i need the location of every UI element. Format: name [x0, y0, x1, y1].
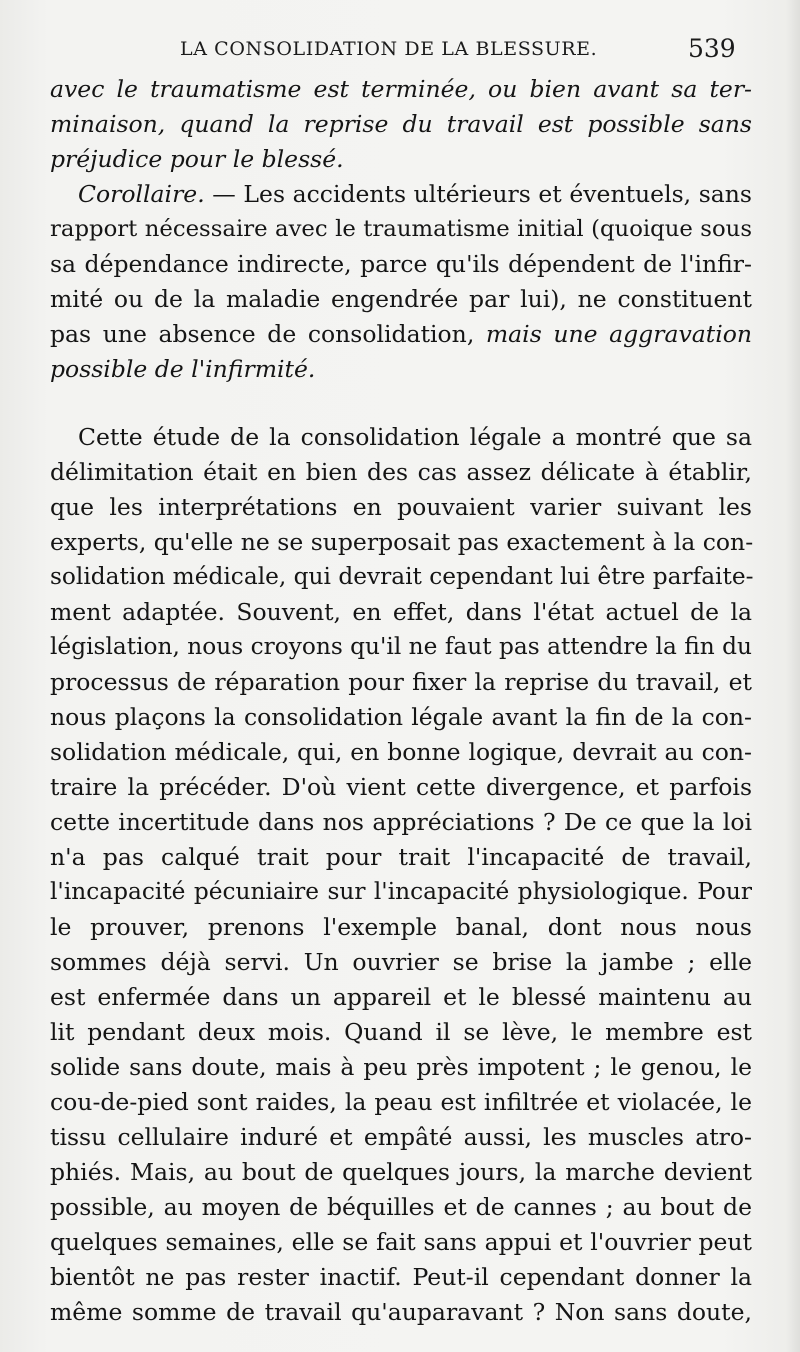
- text-line: bientôt ne pas rester inactif. Peut-il cependant donner la: [50, 1263, 752, 1291]
- text-line: solidation médicale, qui, en bonne logique, devrait au con-: [50, 738, 752, 766]
- text-line: rapport nécessaire avec le traumatisme initial (quoique sous: [50, 216, 752, 242]
- running-title: LA CONSOLIDATION DE LA BLESSURE.: [180, 38, 598, 60]
- text-line: nous plaçons la consolidation légale avant la fin de la con-: [50, 703, 752, 731]
- text-line: Cette étude de la consolidation légale a montré que sa: [78, 423, 752, 451]
- page-header: [0, 34, 800, 70]
- text-line: solide sans doute, mais à peu près impotent ; le genou, le: [50, 1053, 752, 1081]
- text-line: lit pendant deux mois. Quand il se lève, le membre est: [50, 1018, 752, 1046]
- text-line: phiés. Mais, au bout de quelques jours, la marche devient: [50, 1158, 752, 1186]
- text-line: minaison, quand la reprise du travail est possible sans: [50, 110, 752, 138]
- text-line: ment adaptée. Souvent, en effet, dans l'état actuel de la: [50, 598, 752, 626]
- text-line: possible, au moyen de béquilles et de cannes ; au bout de: [50, 1193, 752, 1221]
- text-line: n'a pas calqué trait pour trait l'incapacité de travail,: [50, 843, 752, 871]
- text-line: processus de réparation pour fixer la reprise du travail, et: [50, 668, 752, 696]
- text-line: tissu cellulaire induré et empâté aussi, les muscles atro-: [50, 1123, 752, 1151]
- corollaire-line-mixed: [50, 317, 752, 351]
- text-line: sa dépendance indirecte, parce qu'ils dépendent de l'infir-: [50, 250, 752, 278]
- text-line: solidation médicale, qui devrait cependant lui être parfaite-: [50, 563, 754, 590]
- text-line: l'incapacité pécuniaire sur l'incapacité physiologique. Pour: [50, 878, 752, 905]
- corollaire-text: — Les accidents ultérieurs et éventuels, sans: [204, 180, 752, 208]
- text-line: cou-de-pied sont raides, la peau est infiltrée et violacée, le: [50, 1088, 752, 1116]
- text-line: avec le traumatisme est terminée, ou bien avant sa ter-: [50, 75, 752, 103]
- text-line: experts, qu'elle ne se superposait pas exactement à la con-: [50, 528, 754, 556]
- corollaire-first-line: [78, 177, 752, 211]
- text-line: quelques semaines, elle se fait sans appui et l'ouvrier peut: [50, 1228, 752, 1256]
- text-line: est enfermée dans un appareil et le blessé maintenu au: [50, 983, 752, 1011]
- text-line: délimitation était en bien des cas assez délicate à établir,: [50, 458, 752, 486]
- text-line: sommes déjà servi. Un ouvrier se brise la jambe ; elle: [50, 948, 752, 976]
- corollaire-italic-text: mais une aggravation: [485, 320, 752, 348]
- text-line: cette incertitude dans nos appréciations ? De ce que la loi: [50, 808, 752, 836]
- text-line: traire la précéder. D'où vient cette divergence, et parfois: [50, 773, 752, 801]
- page-number: 539: [688, 34, 736, 63]
- text-line: même somme de travail qu'auparavant ? Non sans doute,: [50, 1298, 752, 1326]
- text-line: possible de l'infirmité.: [50, 355, 316, 383]
- corollaire-plain-text: pas une absence de consolidation,: [50, 320, 486, 348]
- page-edge-shadow: [786, 0, 800, 1352]
- text-line: mité ou de la maladie engendrée par lui), ne constituent: [50, 285, 752, 313]
- text-line: que les interprétations en pouvaient varier suivant les: [50, 493, 752, 521]
- corollaire-label: Corollaire.: [78, 180, 205, 208]
- text-line: législation, nous croyons qu'il ne faut pas attendre la fin du: [50, 633, 752, 660]
- text-line: le prouver, prenons l'exemple banal, dont nous nous: [50, 913, 752, 941]
- text-line: préjudice pour le blessé.: [50, 145, 344, 173]
